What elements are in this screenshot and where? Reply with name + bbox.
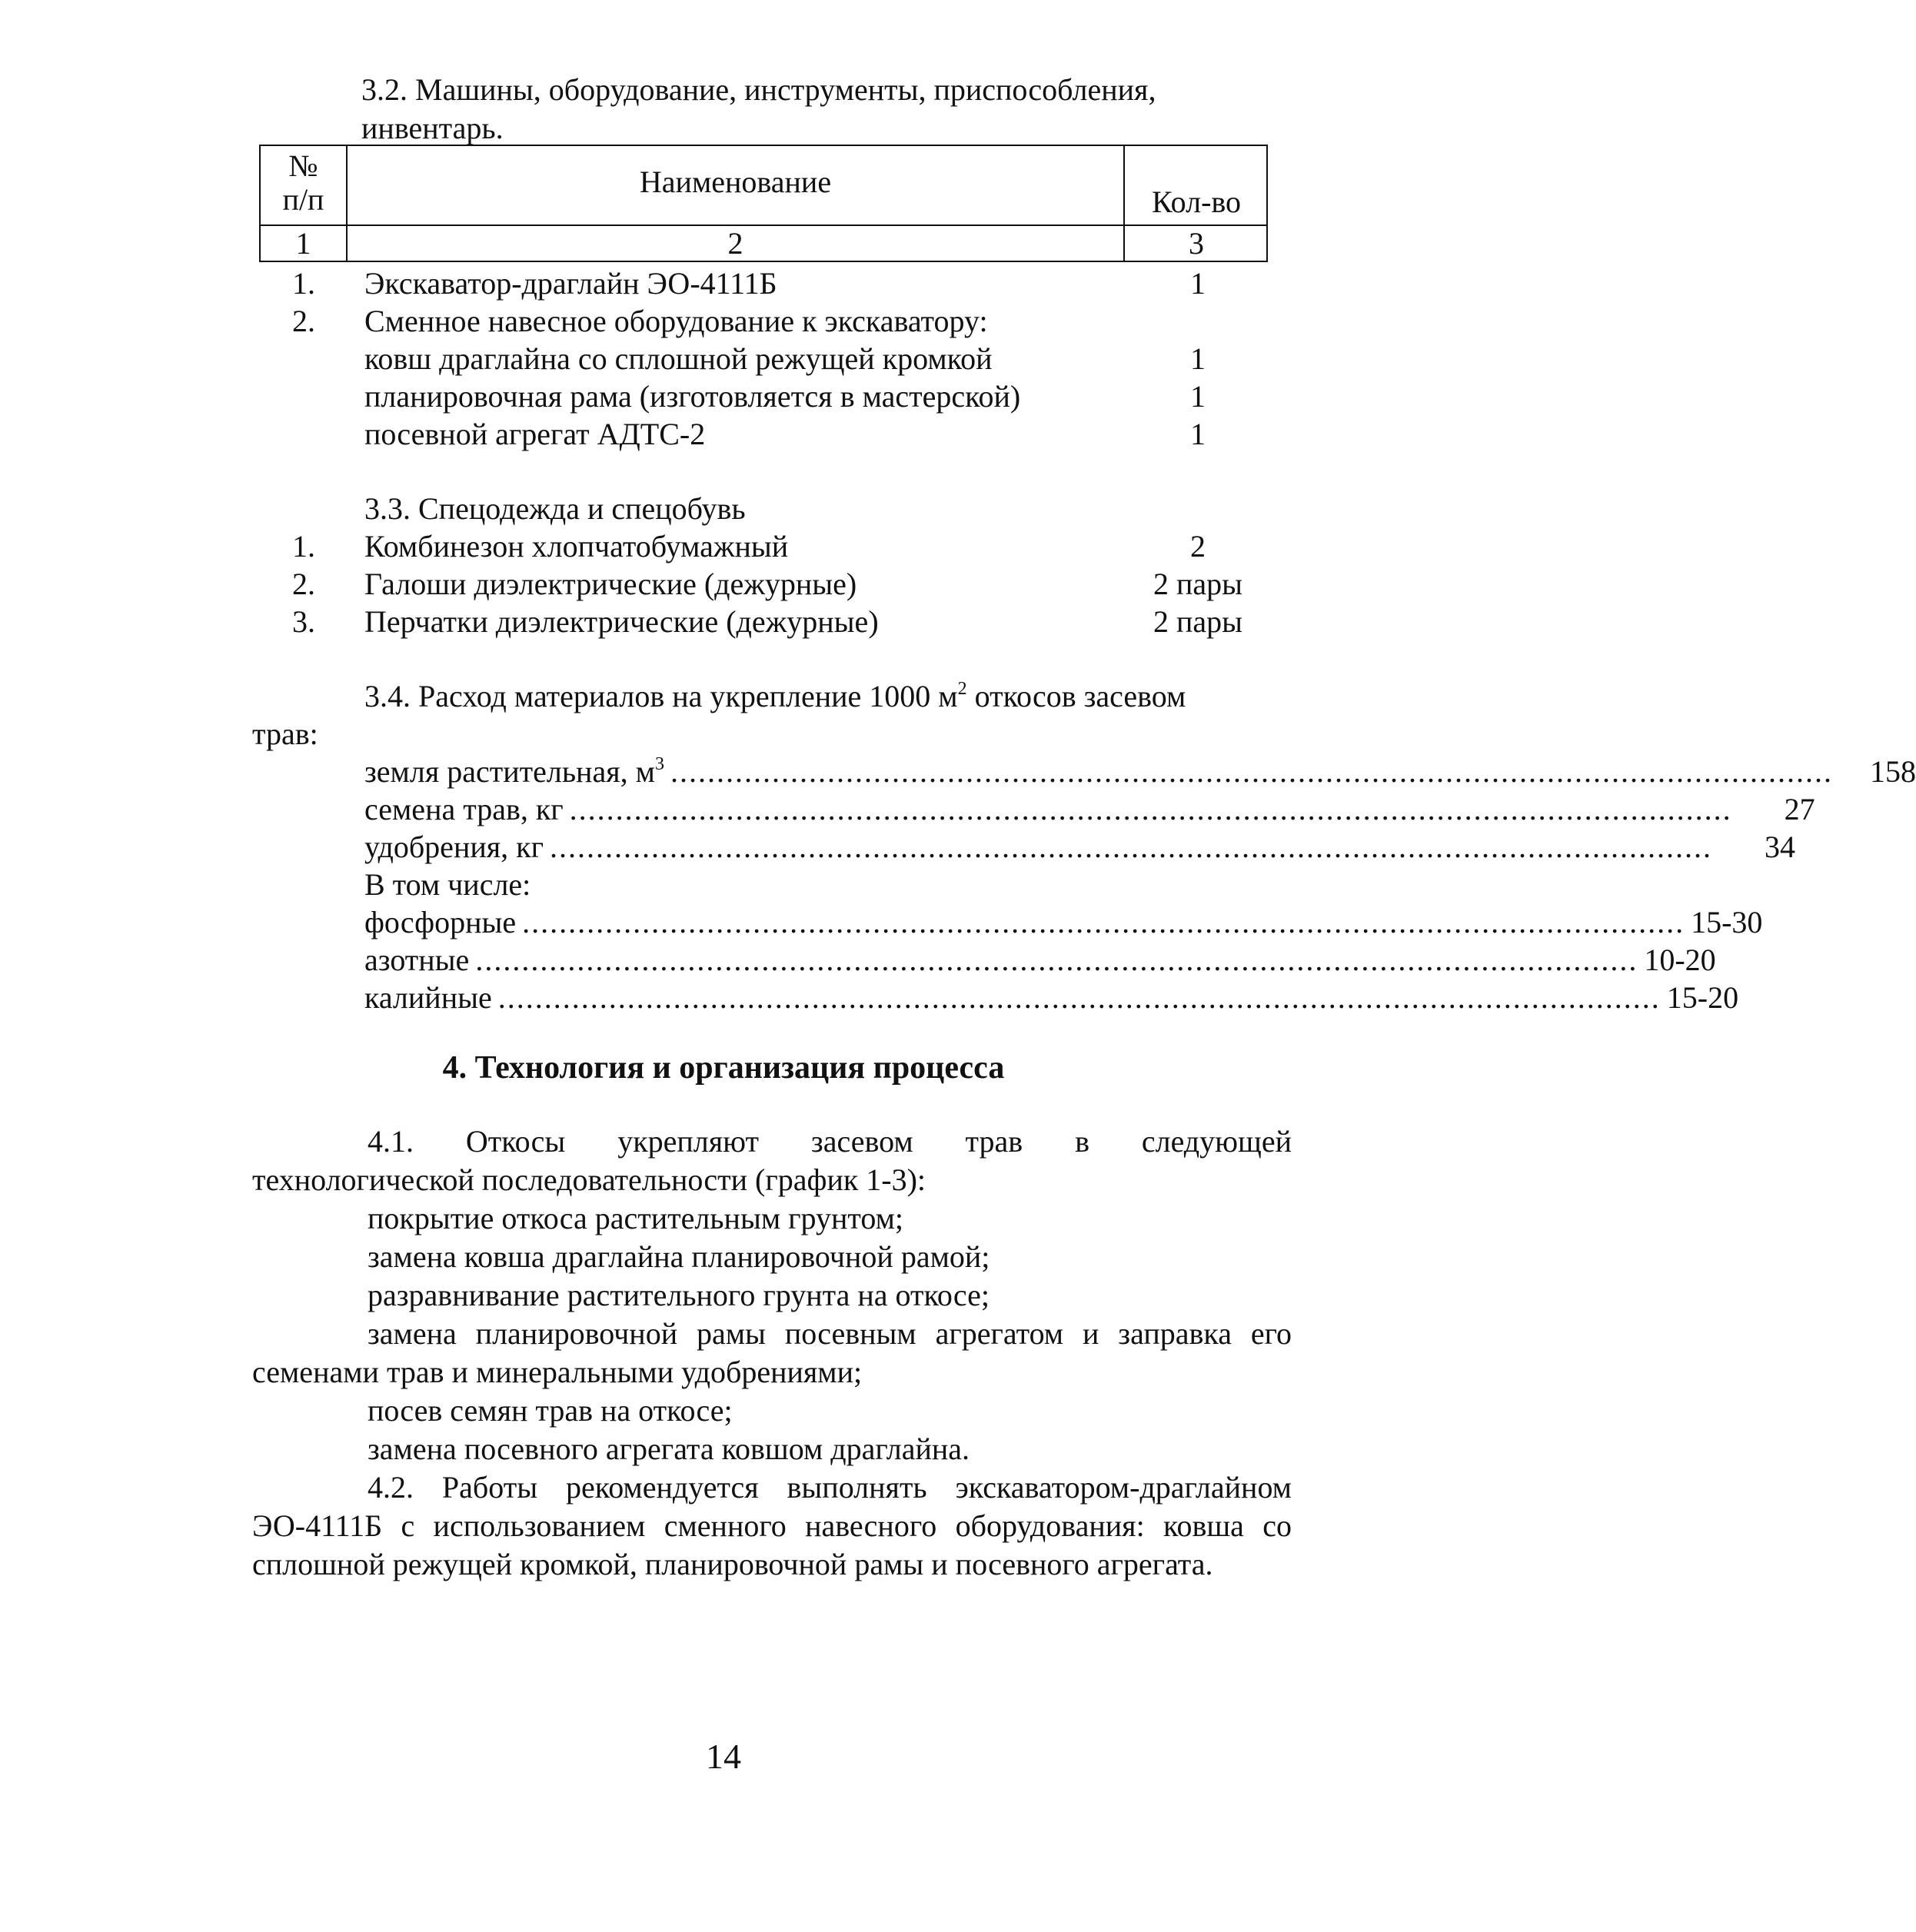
leader-dots: .............................................................................................................................. [497, 980, 1661, 1015]
material-label: удобрения, кг [364, 830, 544, 864]
section-3-4-intro [364, 678, 1292, 714]
list-item [364, 942, 1716, 978]
p1-line2: технологической последовательности (график 1-3): [252, 1162, 926, 1197]
material-label: фосфорные [364, 905, 517, 939]
intro-superscript: 2 [957, 678, 967, 699]
material-value: 34 [1765, 830, 1795, 864]
header-col-number [261, 149, 346, 217]
step-4-line2: семенами трав и минеральными удобрениями; [252, 1355, 863, 1389]
colnum-2: 2 [727, 226, 743, 261]
p2-line2: ЭО-4111Б с использованием сменного навесного оборудования: ковша со [252, 1508, 1292, 1543]
list-item-name: ковш драглайна со сплошной режущей кромкой [364, 341, 993, 376]
list-item [364, 979, 1739, 1016]
list-item-qty: 1 [1190, 266, 1206, 301]
list-item-name: Сменное навесное оборудование к экскаватору: [364, 304, 988, 338]
material-value: 15-30 [1691, 905, 1763, 939]
section-3-4-intro-tail: трав: [252, 717, 318, 751]
list-item-qty: 2 пары [1153, 567, 1243, 601]
list-item-number: 2. [292, 304, 315, 338]
page-number: 14 [706, 1737, 741, 1776]
step-2: замена ковша драглайна планировочной рамой; [368, 1239, 990, 1274]
equipment-table-header [259, 145, 1268, 262]
section-3-2-title [361, 71, 1156, 148]
material-value: 15-20 [1666, 980, 1739, 1015]
list-item-qty: 1 [1190, 341, 1206, 376]
p1-line1: 4.1. Откосы укрепляют засевом трав в следующей [368, 1124, 1292, 1159]
list-item-name: Перчатки диэлектрические (дежурные) [364, 604, 879, 639]
section-4-heading: 4. Технология и организация процесса [442, 1050, 1005, 1086]
materials-subheading: В том числе: [364, 867, 531, 902]
step-3: разравнивание растительного грунта на откосе; [368, 1278, 990, 1312]
header-col-number-top: № [288, 148, 318, 183]
intro-part-b: откосов засевом [966, 679, 1186, 713]
list-item-number: 3. [292, 604, 315, 639]
list-item [364, 829, 1795, 865]
list-item-number: 1. [292, 266, 315, 301]
list-item-name: посевной агрегат АДТС-2 [364, 417, 706, 451]
list-item [364, 791, 1815, 827]
list-item-number: 2. [292, 567, 315, 601]
material-label: калийные [364, 980, 492, 1015]
step-1: покрытие откоса растительным грунтом; [368, 1201, 904, 1235]
step-6: замена посевного агрегата ковшом драглайна. [368, 1432, 970, 1466]
material-label [364, 753, 664, 790]
list-item-number: 1. [292, 529, 315, 564]
leader-dots: .............................................................................................................................. [550, 830, 1712, 864]
leader-dots: .............................................................................................................................. [475, 943, 1638, 977]
header-col-number-bottom: п/п [282, 182, 324, 217]
list-item-name: планировочная рама (изготовляется в мастерской) [364, 379, 1021, 414]
section-3-4-intro-text [364, 678, 1186, 714]
leader-dots: .............................................................................................................................. [670, 754, 1833, 789]
material-value: 27 [1784, 792, 1815, 826]
leader-dots: .............................................................................................................................. [522, 905, 1685, 939]
material-label: азотные [364, 943, 470, 977]
material-value: 10-20 [1644, 943, 1716, 977]
intro-part-a: 3.4. Расход материалов на укрепление 1000 м [364, 679, 958, 713]
colnum-1: 1 [295, 226, 311, 261]
list-item-qty: 2 [1190, 529, 1206, 564]
list-item-qty: 1 [1190, 417, 1206, 451]
section-4-body [252, 1122, 1292, 1584]
step-5: посев семян трав на откосе; [368, 1393, 733, 1428]
p2-line3: сплошной режущей кромкой, планировочной рамы и посевного агрегата. [252, 1547, 1213, 1581]
p2-line1: 4.2. Работы рекомендуется выполнять экскаватором-драглайном [368, 1470, 1292, 1505]
section-3-2-title-line1: 3.2. Машины, оборудование, инструменты, приспособления, [361, 72, 1156, 107]
header-col-qty: Кол-во [1151, 185, 1242, 219]
material-label-text: земля растительная, м [364, 754, 655, 789]
material-value: 158 [1869, 754, 1916, 789]
leader-dots: .............................................................................................................................. [569, 792, 1732, 826]
header-col-name: Наименование [639, 165, 832, 199]
list-item-qty: 2 пары [1153, 604, 1243, 639]
material-label-superscript: 3 [654, 753, 664, 774]
list-item-name: Комбинезон хлопчатобумажный [364, 529, 789, 564]
list-item-qty: 1 [1190, 379, 1206, 414]
step-4-line1: замена планировочной рамы посевным агрегатом и заправка его [368, 1316, 1292, 1351]
list-item [364, 753, 1916, 790]
list-item [364, 904, 1763, 940]
list-item-name: Галоши диэлектрические (дежурные) [364, 567, 857, 601]
section-3-3-title: 3.3. Спецодежда и спецобувь [364, 491, 746, 526]
section-3-2-title-line2: инвентарь. [361, 111, 504, 145]
colnum-3: 3 [1189, 226, 1204, 261]
list-item-name: Экскаватор-драглайн ЭО-4111Б [364, 266, 777, 301]
material-label: семена трав, кг [364, 792, 564, 826]
